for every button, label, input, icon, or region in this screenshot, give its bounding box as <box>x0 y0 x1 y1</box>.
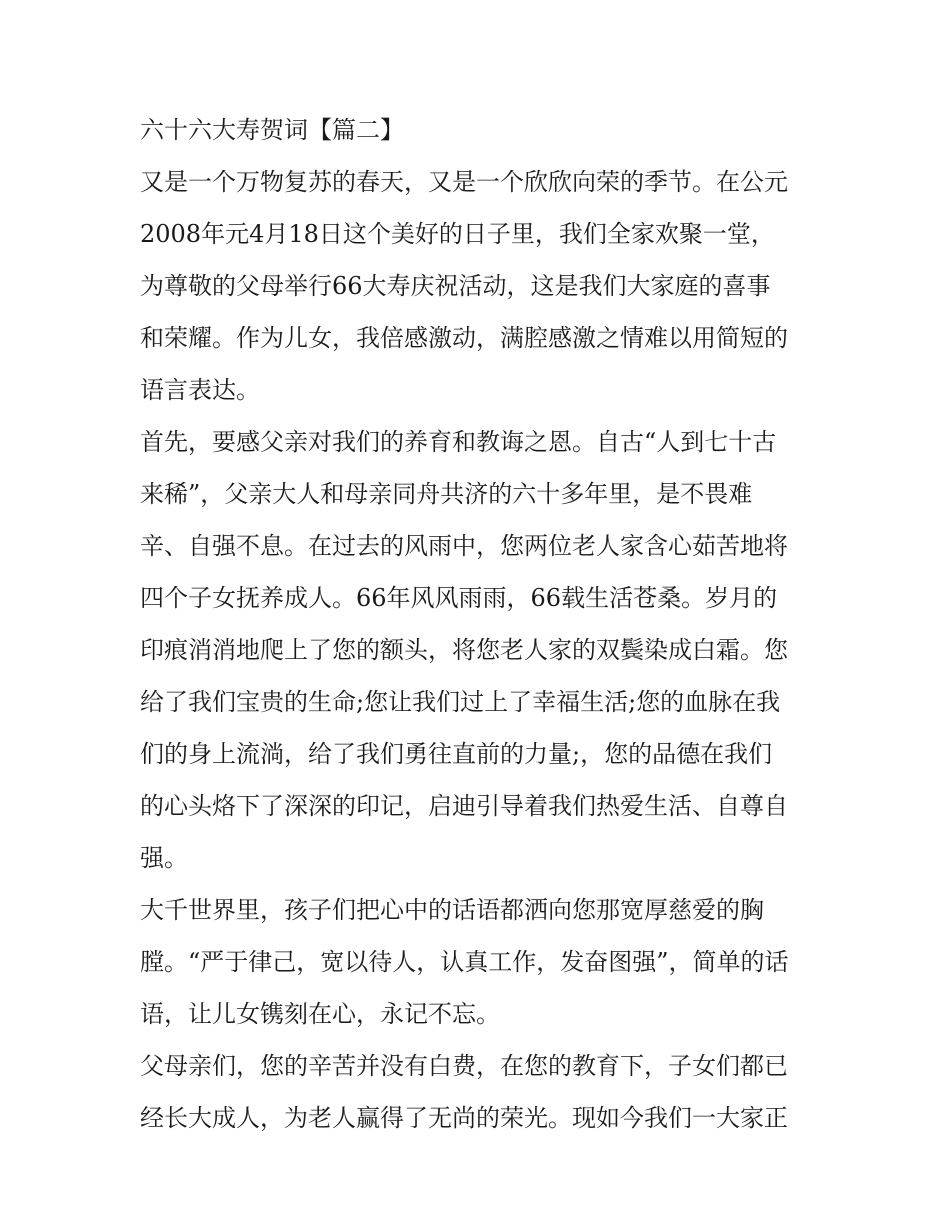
text-line: 首先，要感父亲对我们的养育和教诲之恩。自古“人到七十古 <box>140 428 777 456</box>
text-line: 又是一个万物复苏的春天，又是一个欣欣向荣的季节。在公元 <box>140 168 788 196</box>
text-line: 膛。“严于律己，宽以待人，认真工作，发奋图强”，简单的话 <box>140 948 789 976</box>
text-line: 们的身上流淌，给了我们勇往直前的力量;，您的品德在我们 <box>140 740 773 768</box>
text-line: 来稀”，父亲大人和母亲同舟共济的六十多年里，是不畏难 <box>140 480 753 508</box>
text-line: 语言表达。 <box>140 376 260 404</box>
text-line: 的心头烙下了深深的印记，启迪引导着我们热爱生活、自尊自 <box>140 792 788 820</box>
text-line: 辛、自强不息。在过去的风雨中，您两位老人家含心茹苦地将 <box>140 532 788 560</box>
text-line: 四个子女抚养成人。66年风风雨雨，66载生活苍桑。岁月的 <box>140 584 778 612</box>
text-line: 为尊敬的父母举行66大寿庆祝活动，这是我们大家庭的喜事 <box>140 272 771 300</box>
text-line: 语，让儿女镌刻在心，永记不忘。 <box>140 1000 500 1028</box>
text-line: 2008年元4月18日这个美好的日子里，我们全家欢聚一堂， <box>140 220 775 248</box>
text-line: 强。 <box>140 844 188 872</box>
document-title: 六十六大寿贺词【篇二】 <box>140 116 404 144</box>
text-line: 经长大成人，为老人赢得了无尚的荣光。现如今我们一大家正 <box>140 1104 788 1132</box>
text-line: 给了我们宝贵的生命;您让我们过上了幸福生活;您的血脉在我 <box>140 688 781 716</box>
text-line: 和荣耀。作为儿女，我倍感激动，满腔感激之情难以用简短的 <box>140 324 788 352</box>
text-line: 印痕消消地爬上了您的额头，将您老人家的双鬓染成白霜。您 <box>140 636 788 664</box>
text-line: 父母亲们，您的辛苦并没有白费，在您的教育下，子女们都已 <box>140 1052 788 1080</box>
text-line: 大千世界里，孩子们把心中的话语都洒向您那宽厚慈爱的胸 <box>140 896 764 924</box>
document-body <box>140 104 820 1144</box>
